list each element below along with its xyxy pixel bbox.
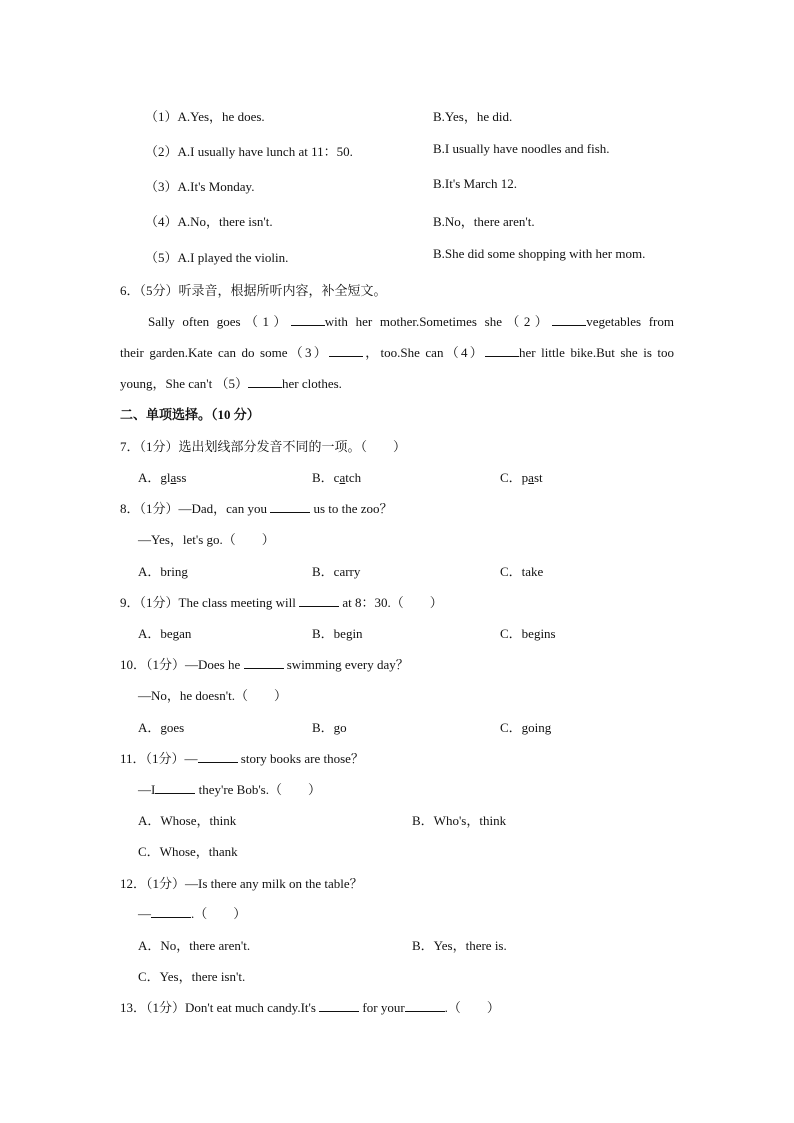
q5-item-2-b: B.I usually have noodles and fish. bbox=[433, 141, 610, 156]
blank[interactable] bbox=[151, 905, 191, 918]
blank[interactable] bbox=[299, 594, 339, 607]
q9-option-a[interactable]: A．began bbox=[138, 626, 192, 641]
q6-line-1: Sally often goes（1） with her mother.Sometimes she（2） vegetables from bbox=[148, 314, 674, 329]
q11-answer-line: —I they're Bob's.（ ） bbox=[138, 782, 321, 797]
blank-1[interactable] bbox=[291, 313, 325, 326]
q7-option-b[interactable]: B．catch bbox=[312, 470, 362, 485]
blank[interactable] bbox=[319, 999, 359, 1012]
q11-option-b[interactable]: B．Who's，think bbox=[412, 813, 507, 828]
q8-option-c[interactable]: C．take bbox=[500, 564, 544, 579]
q12-option-a[interactable]: A．No，there aren't. bbox=[138, 938, 251, 953]
q9-option-c[interactable]: C．begins bbox=[500, 626, 556, 641]
q6-line-2: their garden.Kate can do some（3） ，too.She can（4） her little bike.But she is too bbox=[120, 345, 674, 360]
q12-stem: 12．（1分）—Is there any milk on the table？ bbox=[120, 876, 363, 891]
q8-answer-line: —Yes，let's go.（ ） bbox=[138, 532, 275, 547]
q9-option-b[interactable]: B．begin bbox=[312, 626, 363, 641]
q5-item-5-a: （5）A.I played the violin. bbox=[145, 250, 289, 265]
q7-option-c[interactable]: C．past bbox=[500, 470, 543, 485]
q12-answer-line: — .（ ） bbox=[138, 906, 247, 921]
q5-item-2-a: （2）A.I usually have lunch at 11：50. bbox=[145, 144, 353, 159]
q7-stem: 7．（1分）选出划线部分发音不同的一项。（ ） bbox=[120, 439, 407, 454]
blank[interactable] bbox=[198, 750, 238, 763]
blank[interactable] bbox=[405, 999, 445, 1012]
blank[interactable] bbox=[244, 656, 284, 669]
q6-line-3: young，She can't （5） her clothes. bbox=[120, 376, 342, 391]
q5-item-1-a: （1）A.Yes，he does. bbox=[145, 109, 265, 124]
q11-option-a[interactable]: A．Whose，think bbox=[138, 813, 237, 828]
q12-option-c[interactable]: C．Yes，there isn't. bbox=[138, 969, 246, 984]
q11-stem: 11．（1分）— story books are those？ bbox=[120, 751, 364, 766]
blank[interactable] bbox=[155, 781, 195, 794]
q6-stem: 6．（5分）听录音，根据所听内容，补全短文。 bbox=[120, 283, 387, 298]
blank-5[interactable] bbox=[248, 375, 282, 388]
blank-4[interactable] bbox=[485, 344, 519, 357]
q10-answer-line: —No，he doesn't.（ ） bbox=[138, 688, 287, 703]
q13-stem: 13．（1分）Don't eat much candy.It's for your .（ ） bbox=[120, 1000, 500, 1015]
q5-item-3-a: （3）A.It's Monday. bbox=[145, 179, 255, 194]
q9-stem: 9．（1分）The class meeting will at 8：30.（ ） bbox=[120, 595, 443, 610]
q11-option-c[interactable]: C．Whose，thank bbox=[138, 844, 238, 859]
q10-option-c[interactable]: C．going bbox=[500, 720, 552, 735]
q5-item-3-b: B.It's March 12. bbox=[433, 176, 517, 191]
blank-2[interactable] bbox=[552, 313, 586, 326]
q5-item-5-b: B.She did some shopping with her mom. bbox=[433, 246, 646, 261]
blank[interactable] bbox=[270, 500, 310, 513]
q8-option-b[interactable]: B．carry bbox=[312, 564, 361, 579]
q5-item-4-b: B.No，there aren't. bbox=[433, 214, 535, 229]
q10-option-b[interactable]: B．go bbox=[312, 720, 347, 735]
q5-item-4-a: （4）A.No，there isn't. bbox=[145, 214, 273, 229]
q7-option-a[interactable]: A．glass bbox=[138, 470, 187, 485]
section-title: 二、单项选择。（10 分） bbox=[120, 407, 260, 422]
q10-option-a[interactable]: A．goes bbox=[138, 720, 185, 735]
blank-3[interactable] bbox=[329, 344, 363, 357]
q8-option-a[interactable]: A．bring bbox=[138, 564, 188, 579]
q5-item-1-b: B.Yes，he did. bbox=[433, 109, 513, 124]
q12-option-b[interactable]: B．Yes，there is. bbox=[412, 938, 507, 953]
q10-stem: 10．（1分）—Does he swimming every day？ bbox=[120, 657, 409, 672]
q8-stem: 8．（1分）—Dad，can you us to the zoo？ bbox=[120, 501, 393, 516]
